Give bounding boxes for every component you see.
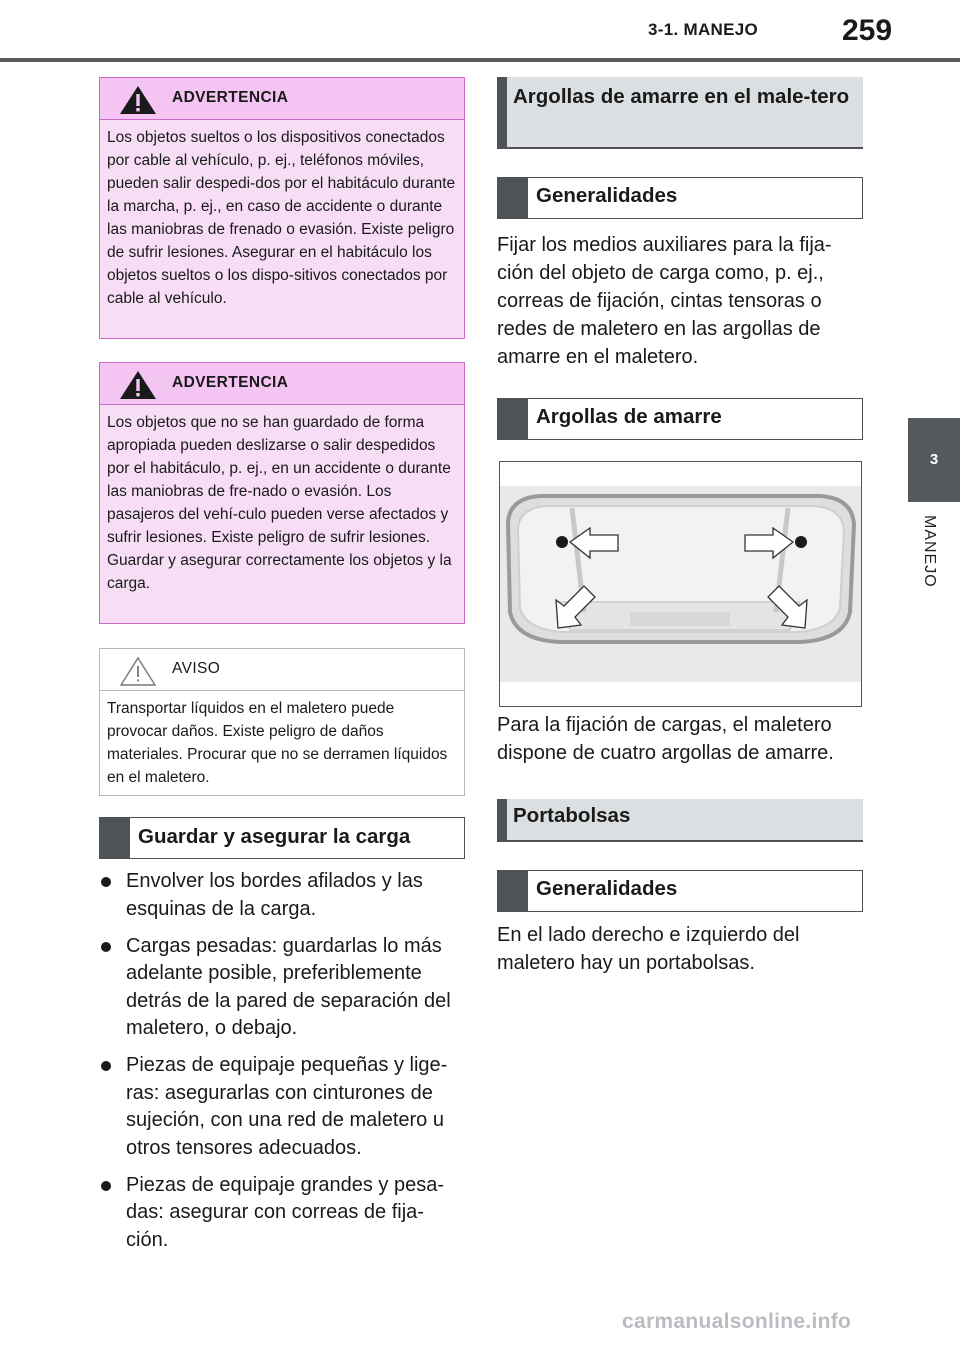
heading-text: Argollas de amarre [536,405,722,428]
heading-bar [498,871,528,911]
list-item-text: Cargas pesadas: guardarlas lo más adelante posible, preferiblemente detrás de la pared de separación del maletero, o debajo. [126,934,451,1039]
heading-bar [498,178,528,218]
trunk-drawing [500,462,861,706]
page-number: 259 [842,14,893,47]
section-title: 3-1. MANEJO [648,20,759,39]
list-item [99,1052,465,1162]
bullet-dot [101,942,111,952]
caution-triangle-icon [118,655,158,687]
warning-text: Los objetos sueltos o los dispositivos conectados por cable al vehículo, p. ej., teléfonos móviles, pueden salir despedi-dos por el habitáculo durante la marcha, p. ej., en caso de accidente o durante las maniobras de frenado o evasión. Existe peligro de sufrir lesiones. Asegurar en el habitáculo los objetos sueltos o los dispo-sitivos conectados por cable al vehículo. [107,129,456,307]
subheading-general-2 [497,870,863,912]
notice-box-liquids [99,648,465,796]
heading-store-secure-cargo [99,817,465,859]
heading-text: Portabolsas [513,804,631,827]
heading-bar [497,77,507,147]
heading-text: Argollas de amarre en el male-tero [513,85,850,108]
list-item-text: Envolver los bordes afilados y las esquinas de la carga. [126,870,423,920]
warning-box-header [100,363,464,405]
warning-triangle-icon [118,84,158,116]
list-item [99,1172,465,1255]
notice-text: Transportar líquidos en el maletero puede provocar daños. Existe peligro de daños materiales. Procurar que no se derramen líquidos en el maletero. [107,700,448,786]
bullet-dot [101,1061,111,1071]
cargo-tips-list [99,868,465,1264]
bullet-dot [101,877,111,887]
watermark: carmanualsonline.info [622,1310,852,1333]
warning-box-header [100,78,464,120]
warning-title: ADVERTENCIA [172,89,289,106]
list-item-text: Piezas de equipaje pequeñas y lige-ras: asegurarlas con cinturones de sujeción, con una red de maletero u otros tensores adecuados. [126,1054,448,1159]
warning-text: Los objetos que no se han guardado de forma apropiada pueden deslizarse o salir despedidos por el habitáculo, p. ej., en un accidente o durante las maniobras de fre-nado o evasión. Los pasajeros del vehí-culo pueden verse afectados y sufrir lesiones. Existe peligro de sufrir lesiones. Guardar y asegurar correctamente los objetos y la carga. [107,414,452,592]
heading-text: Guardar y asegurar la carga [138,825,411,848]
heading-tie-down-rings [497,77,863,149]
paragraph-tie-down-general: Fijar los medios auxiliares para la fija-ción del objeto de carga como, p. ej., correas de fijación, cintas tensoras o redes de maletero en las argollas de amarre en el maletero. [497,234,832,368]
subheading-tie-down-rings [497,398,863,440]
subheading-general-1 [497,177,863,219]
heading-bar [100,818,130,858]
paragraph-bag-hooks: En el lado derecho e izquierdo del maletero hay un portabolsas. [497,924,800,974]
list-item [99,868,465,923]
heading-bar [497,799,507,840]
notice-title: AVISO [172,660,221,677]
warning-box-loose-objects [99,77,465,339]
warning-box-unsecured-cargo [99,362,465,624]
chapter-tab-label: MANEJO [921,515,938,588]
chapter-tab: 3 [908,418,960,502]
notice-box-header [100,649,464,691]
list-item [99,933,465,1043]
bullet-dot [101,1181,111,1191]
heading-bar [498,399,528,439]
warning-title: ADVERTENCIA [172,374,289,391]
list-item-text: Piezas de equipaje grandes y pesa-das: asegurar con correas de fija-ción. [126,1173,444,1251]
heading-bag-hooks [497,799,863,842]
heading-text: Generalidades [536,877,678,900]
heading-text: Generalidades [536,184,678,207]
trunk-illustration [499,461,862,707]
warning-triangle-icon [118,369,158,401]
header-rule [0,58,960,62]
paragraph-tie-down-rings: Para la fijación de cargas, el maletero dispone de cuatro argollas de amarre. [497,714,834,764]
